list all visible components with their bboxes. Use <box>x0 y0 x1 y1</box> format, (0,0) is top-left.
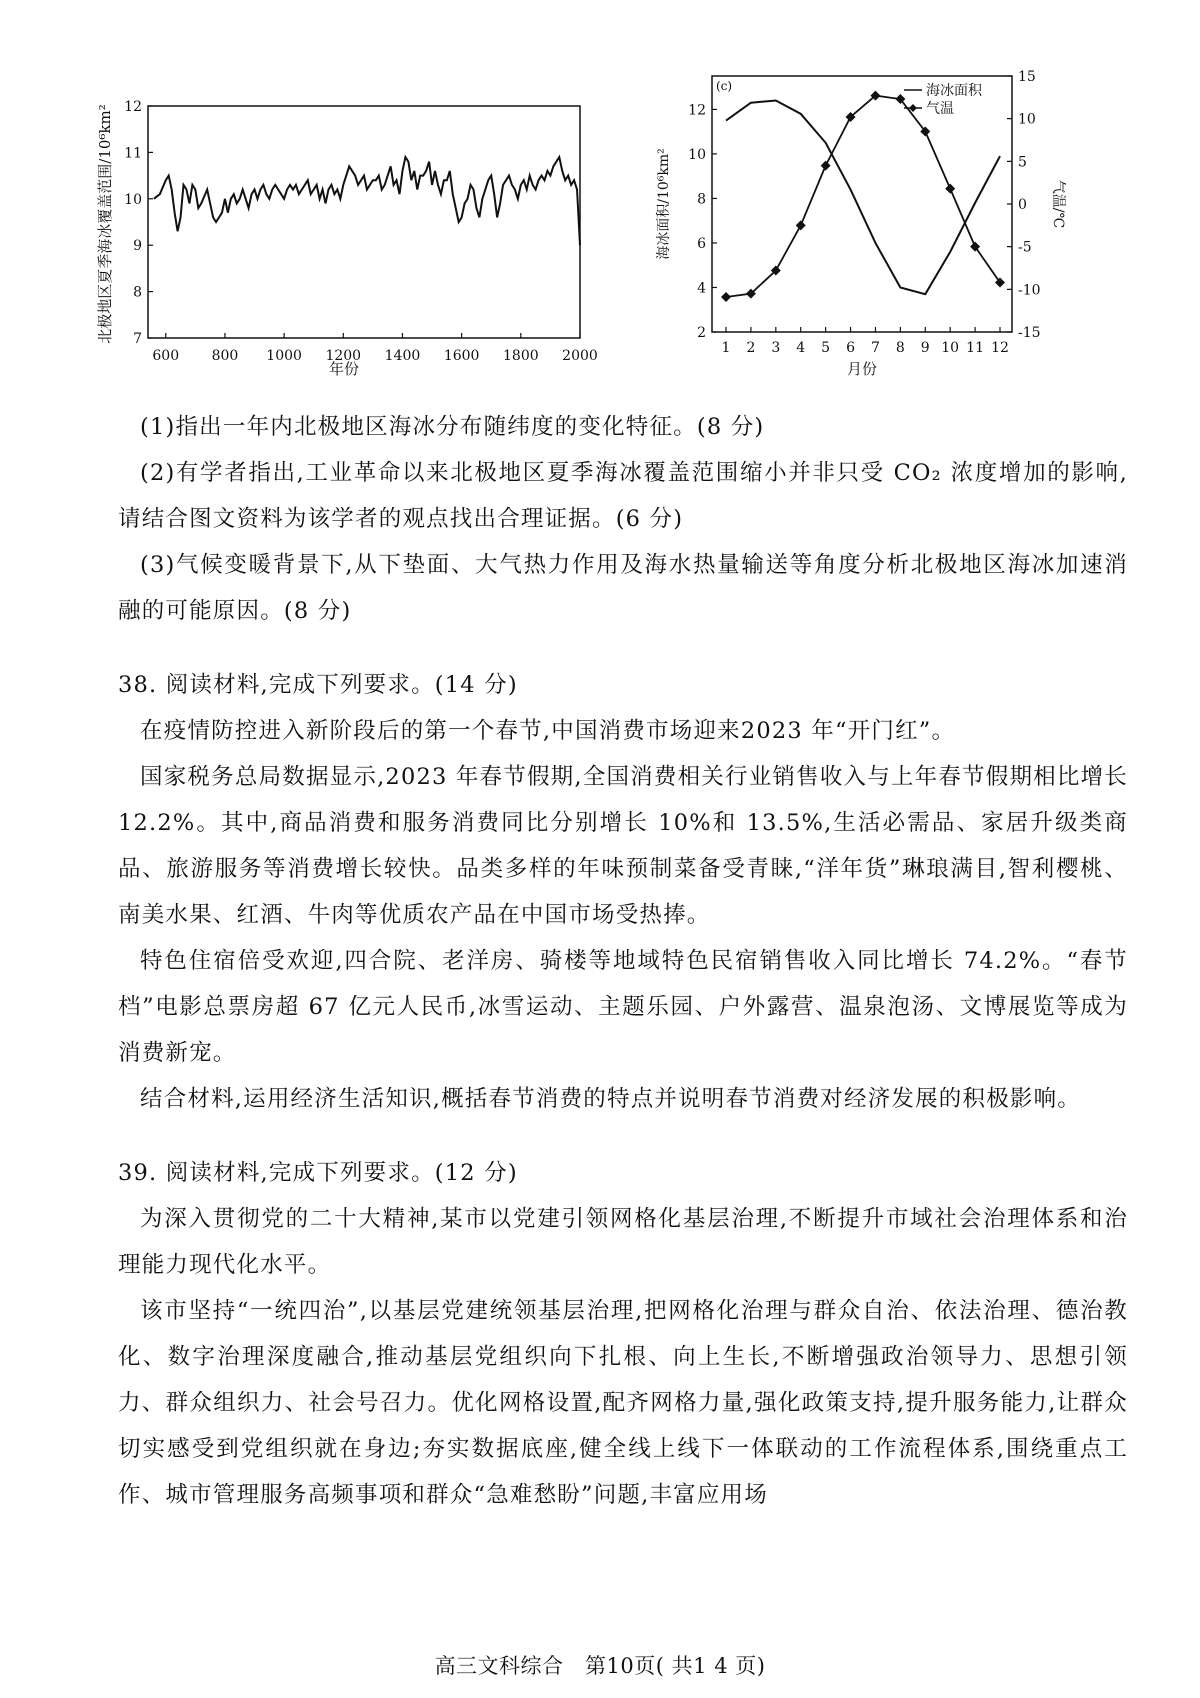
y-tick-label: 10 <box>124 191 142 208</box>
chart-monthly-ice-temp-svg <box>656 64 1106 394</box>
left-tick-label: 10 <box>688 146 706 163</box>
x-tick-label: 2000 <box>562 348 598 364</box>
y-axis-label: 北极地区夏季海冰覆盖范围/10⁶km² <box>96 104 114 344</box>
temperature-point <box>721 292 731 302</box>
temperature-point <box>796 220 806 230</box>
x-tick-label: 6 <box>846 340 856 356</box>
right-tick-label: 10 <box>1018 111 1036 128</box>
left-tick-label: 4 <box>697 280 706 297</box>
x-tick-label: 10 <box>941 340 960 356</box>
right-tick-label: 0 <box>1018 197 1027 213</box>
x-tick-label: 11 <box>966 340 985 356</box>
temperature-point <box>821 161 831 171</box>
right-tick-label: -5 <box>1018 239 1032 256</box>
x-axis-label: 年份 <box>328 360 360 378</box>
plot-frame <box>148 106 580 338</box>
chart-sea-ice-history <box>96 76 656 376</box>
y-tick-label: 7 <box>133 331 142 347</box>
sea-ice-extent-line <box>154 157 580 245</box>
left-axis-label: 海冰面积/10⁶km² <box>656 148 672 260</box>
y-tick-label: 9 <box>133 238 142 255</box>
q38-title: 38. 阅读材料,完成下列要求。(14 分) <box>118 672 518 698</box>
left-tick-label: 12 <box>688 102 706 119</box>
q39-para1: 为深入贯彻党的二十大精神,某市以党建引领网格化基层治理,不断提升市域社会治理体系和治理能力现代化水平。 <box>118 1206 1128 1278</box>
right-tick-label: -10 <box>1018 282 1041 299</box>
x-tick-label: 1200 <box>325 348 362 364</box>
x-axis-label: 月份 <box>846 360 878 378</box>
q39-title: 39. 阅读材料,完成下列要求。(12 分) <box>118 1160 518 1186</box>
right-axis-label: 气温/℃ <box>1050 179 1066 229</box>
x-tick-label: 7 <box>870 340 880 356</box>
left-tick-label: 2 <box>697 325 706 341</box>
left-tick-label: 8 <box>697 191 706 208</box>
x-tick-label: 9 <box>920 340 930 356</box>
x-tick-label: 1 <box>721 340 731 356</box>
q37-sub1: (1)指出一年内北极地区海冰分布随纬度的变化特征。(8 分) <box>140 414 765 440</box>
right-tick-label: 15 <box>1018 69 1036 85</box>
x-tick-label: 800 <box>211 348 239 364</box>
x-tick-label: 2 <box>746 340 756 356</box>
chart-sea-ice-history-svg <box>96 76 656 376</box>
sea-ice-area-line <box>726 100 1000 294</box>
y-tick-label: 11 <box>124 145 142 162</box>
panel-tag: (c) <box>716 79 733 93</box>
q39-para2: 该市坚持“一统四治”,以基层党建统领基层治理,把网格化治理与群众自治、依法治理、德治教化、数字治理深度融合,推动基层党组织向下扎根、向上生长,不断增强政治领导力、思想引领力、群众组织力、社会号召力。优化网格设置,配齐网格力量,强化政策支持,提升服务能力,让群众切实感受到党组织就在身边;夯实数据底座,健全线上线下一体联动的工作流程体系,围绕重点工作、城市管理服务高频事项和群众“急难愁盼”问题,丰富应用场 <box>118 1298 1128 1508</box>
x-tick-label: 1400 <box>384 348 421 364</box>
chart-monthly-ice-temp <box>656 64 1106 394</box>
left-tick-label: 6 <box>697 235 706 252</box>
x-tick-label: 12 <box>991 340 1009 356</box>
q38-task: 结合材料,运用经济生活知识,概括春节消费的特点并说明春节消费对经济发展的积极影响。 <box>140 1086 1082 1112</box>
air-temperature-line <box>726 96 1000 297</box>
q38-para1: 在疫情防控进入新阶段后的第一个春节,中国消费市场迎来2023 年“开门红”。 <box>140 718 956 744</box>
legend-ice-label: 海冰面积 <box>926 83 982 99</box>
x-tick-label: 1000 <box>266 348 302 364</box>
x-tick-label: 1800 <box>503 348 539 364</box>
y-tick-label: 8 <box>133 284 142 301</box>
x-tick-label: 4 <box>796 340 806 356</box>
q38-para3: 特色住宿倍受欢迎,四合院、老洋房、骑楼等地域特色民宿销售收入同比增长 74.2%。“春节档”电影总票房超 67 亿元人民币,冰雪运动、主题乐园、户外露营、温泉泡汤、文博展览等成为消费新宠。 <box>118 948 1128 1066</box>
legend <box>904 83 983 117</box>
y-tick-label: 12 <box>124 99 142 115</box>
x-tick-label: 1600 <box>443 348 480 364</box>
x-tick-label: 600 <box>152 348 180 364</box>
x-tick-label: 5 <box>821 340 831 356</box>
temperature-point <box>945 184 955 194</box>
x-tick-label: 8 <box>895 340 905 356</box>
plot-frame <box>712 76 1012 332</box>
q38-para2: 国家税务总局数据显示,2023 年春节假期,全国消费相关行业销售收入与上年春节假期相比增长 12.2%。其中,商品消费和服务消费同比分别增长 10%和 13.5%,生活必需品、家居升级类商品、旅游服务等消费增长较快。品类多样的年味预制菜备受青睐,“洋年货”琳琅满目,智利樱桃、南美水果、红酒、牛肉等优质农产品在中国市场受热捧。 <box>118 764 1128 928</box>
page-footer: 高三文科综合 第10页( 共1 4 页) <box>434 1654 766 1678</box>
q37-sub3: (3)气候变暖背景下,从下垫面、大气热力作用及海水热量输送等角度分析北极地区海冰加速消融的可能原因。(8 分) <box>118 552 1128 624</box>
right-tick-label: -15 <box>1018 325 1041 341</box>
x-tick-label: 3 <box>771 340 781 356</box>
right-tick-label: 5 <box>1018 154 1027 171</box>
question-content <box>118 404 1128 1518</box>
legend-temp-label: 气温 <box>926 101 954 117</box>
q37-sub2: (2)有学者指出,工业革命以来北极地区夏季海冰覆盖范围缩小并非只受 CO₂ 浓度增加的影响,请结合图文资料为该学者的观点找出合理证据。(6 分) <box>118 460 1128 532</box>
